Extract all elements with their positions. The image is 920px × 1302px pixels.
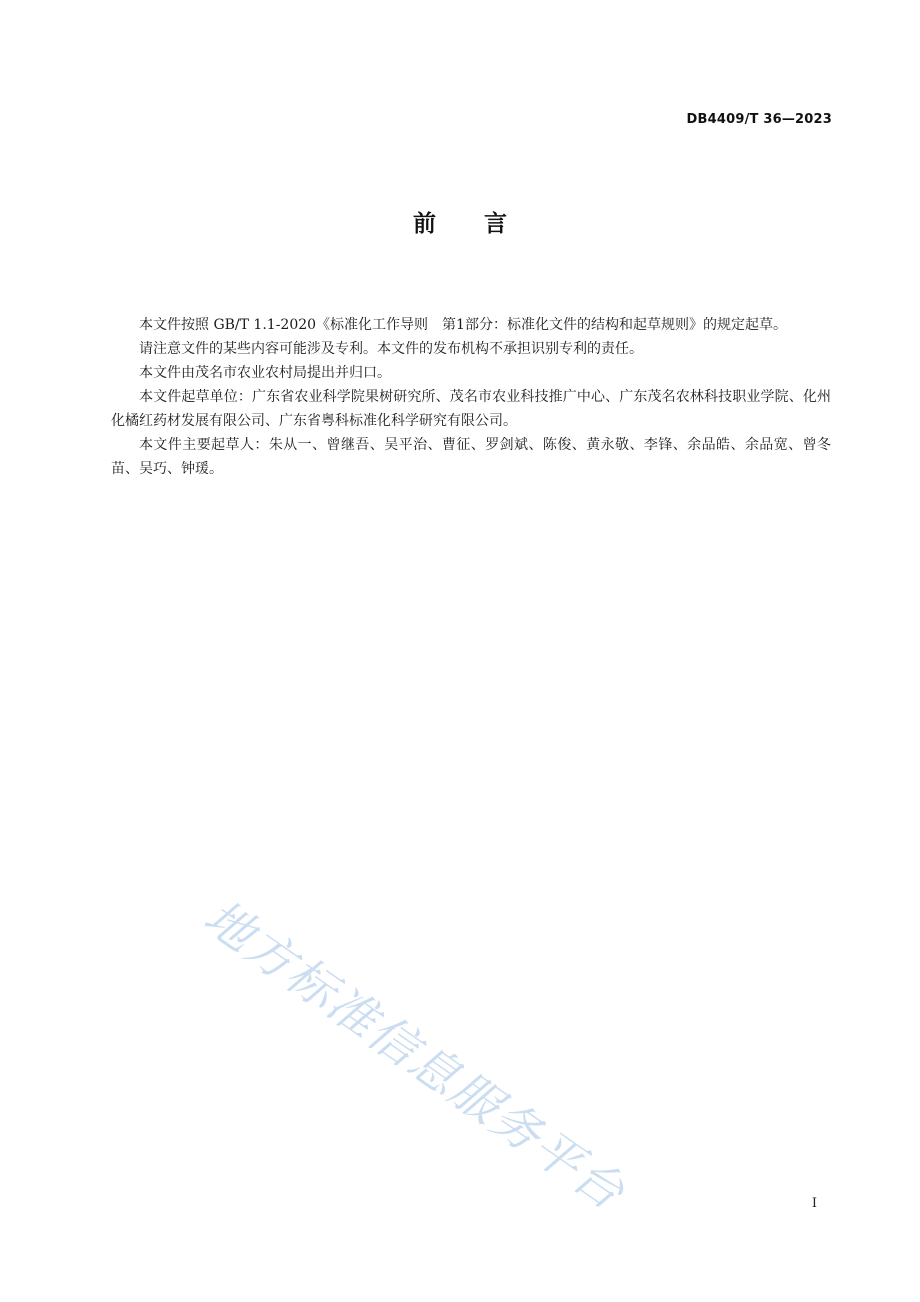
paragraph-patent-notice: 请注意文件的某些内容可能涉及专利。本文件的发布机构不承担识别专利的责任。 [139,341,643,357]
foreword-body [111,313,831,481]
page-number: I [811,1196,817,1211]
paragraph-drafters: 本文件主要起草人：朱从一、曾继吾、吴平治、曹征、罗剑斌、陈俊、黄永敬、李锋、余品皓、余品宽、曾冬苗、吴巧、钟瑗。 [111,437,831,477]
document-code: DB4409/T 36—2023 [686,112,832,127]
paragraph-drafting-units: 本文件起草单位：广东省农业科学院果树研究所、茂名市农业科技推广中心、广东茂名农林科技职业学院、化州化橘红药材发展有限公司、广东省粤科标准化科学研究有限公司。 [111,389,831,429]
paragraph-drafting-rules: 本文件按照 GB/T 1.1-2020《标准化工作导则 第1部分：标准化文件的结构和起草规则》的规定起草。 [139,317,787,333]
watermark: 地方标准信息服务平台 [193,889,636,1222]
paragraph-proposer: 本文件由茂名市农业农村局提出并归口。 [139,365,391,381]
page-title: 前言 [413,211,555,237]
